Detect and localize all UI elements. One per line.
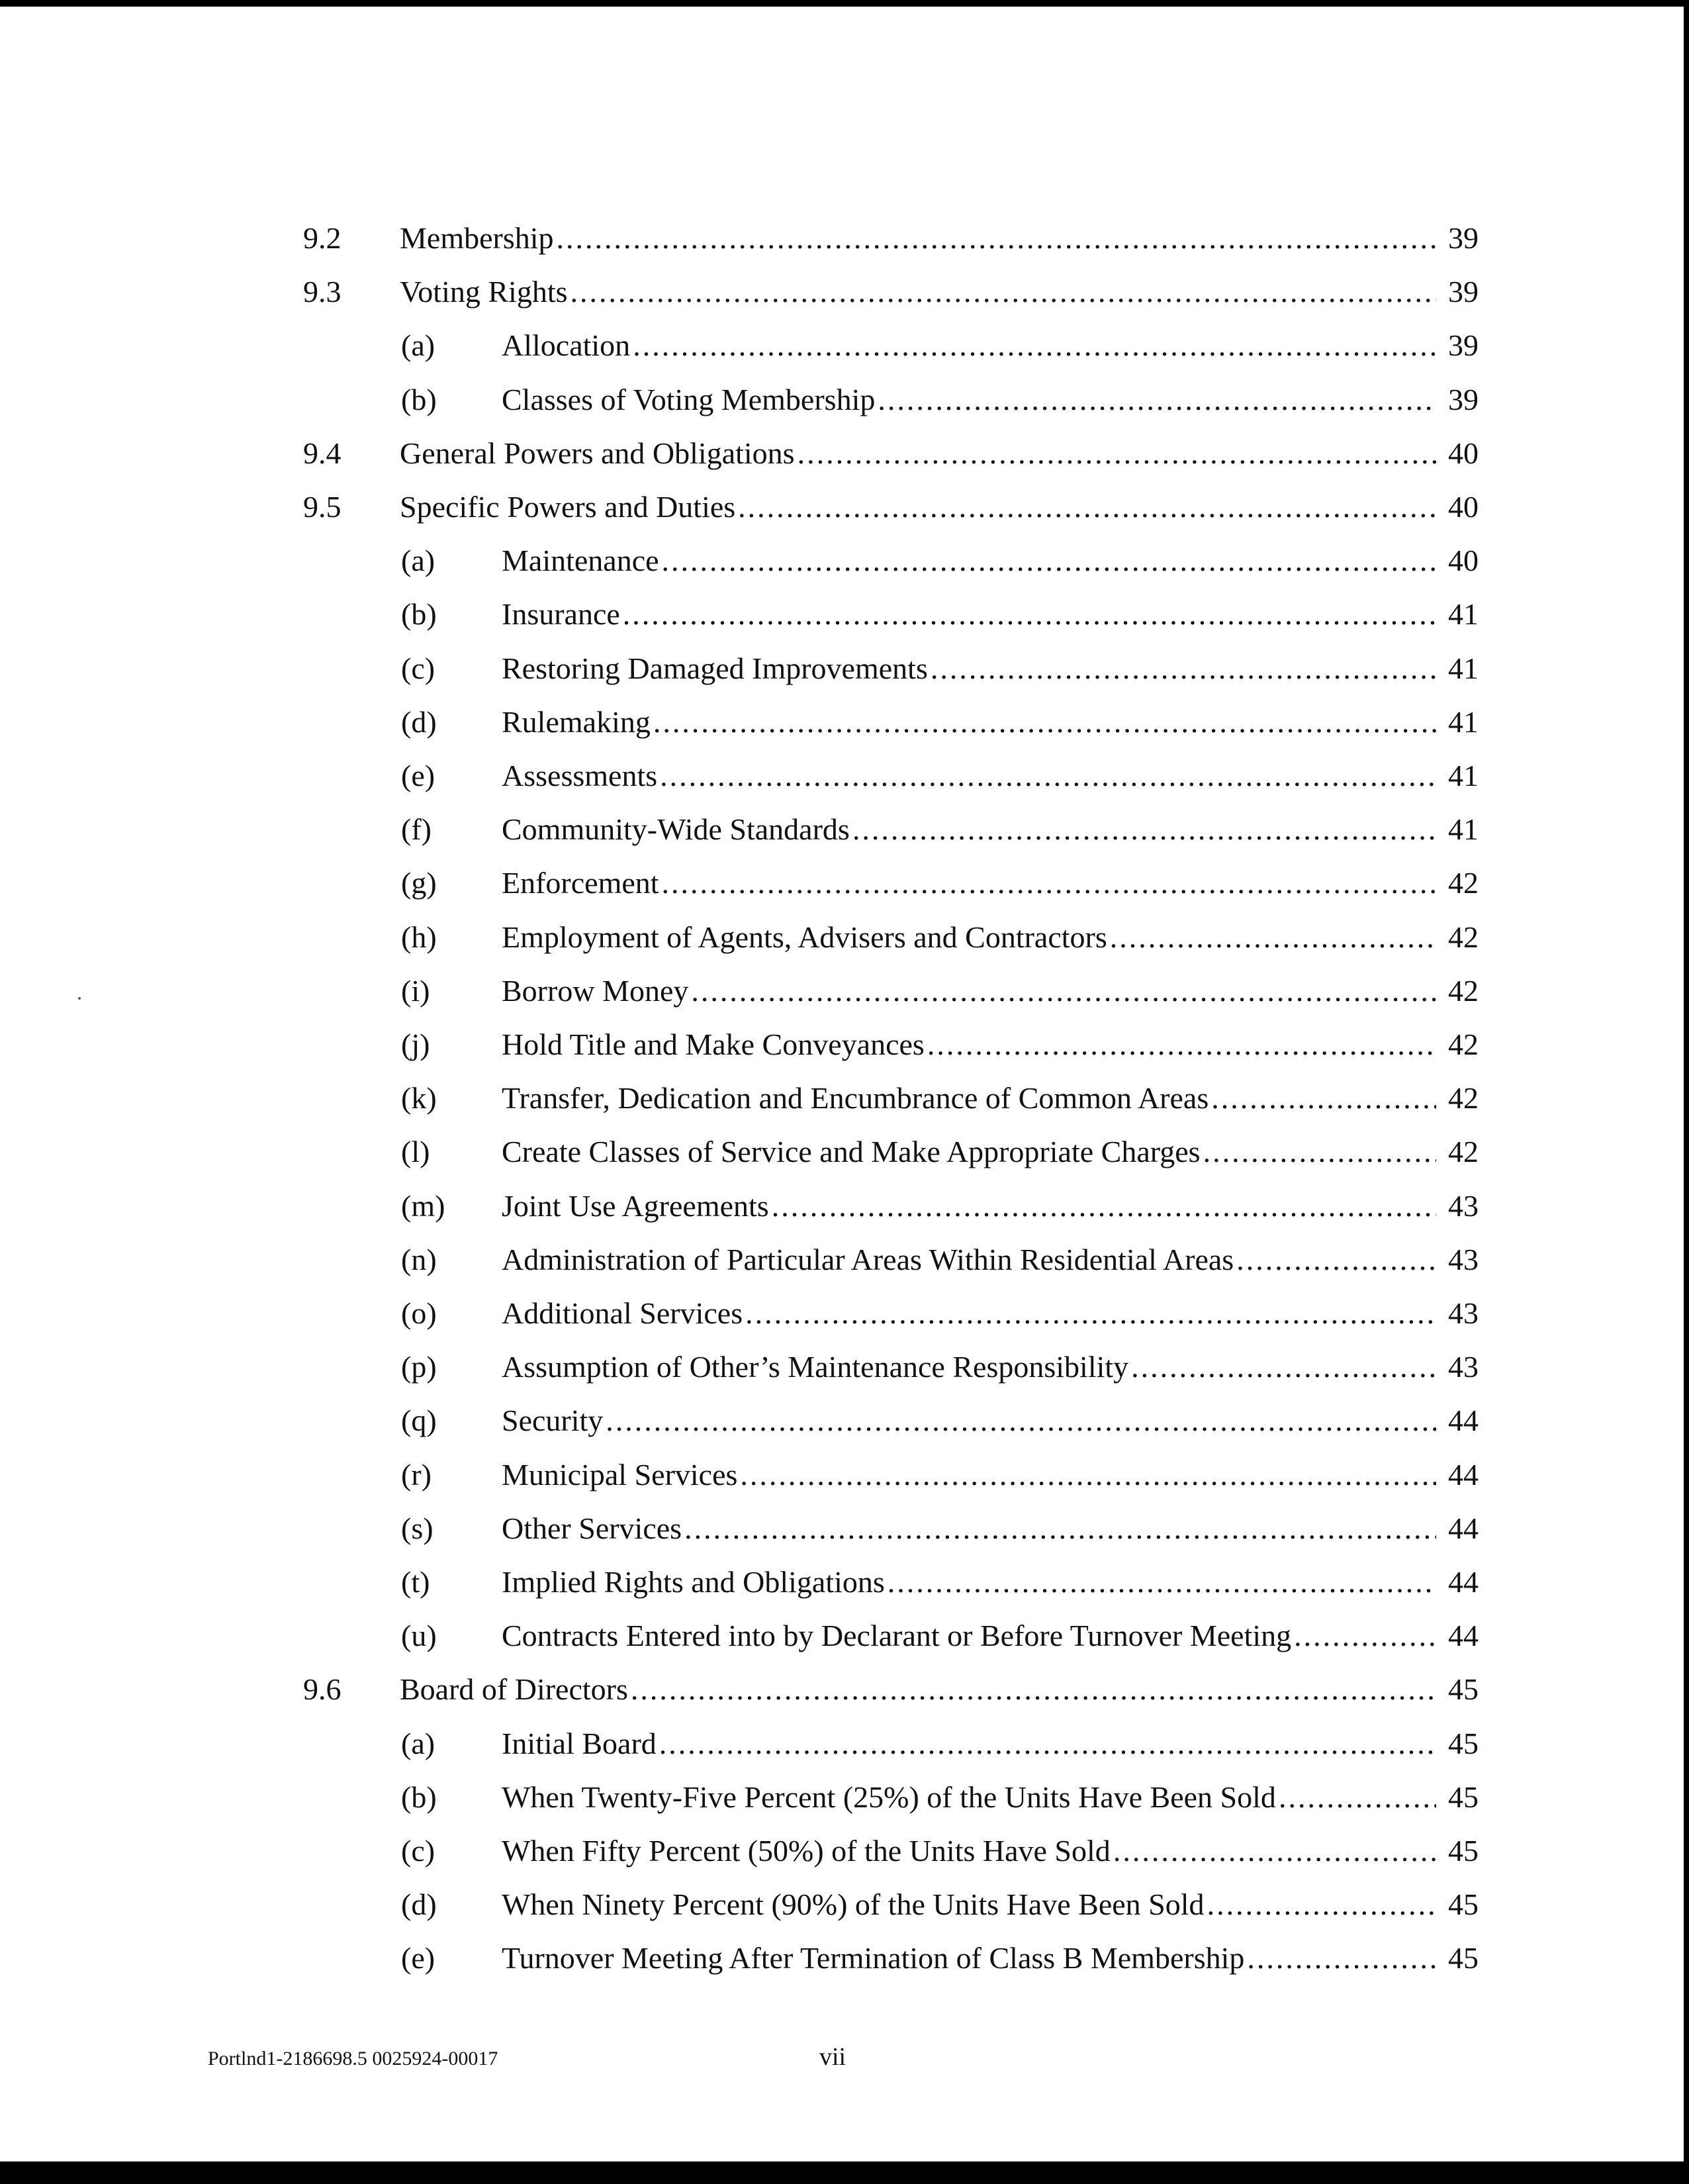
toc-page-number: 44	[1448, 1457, 1479, 1492]
toc-page-number: 45	[1448, 1726, 1479, 1760]
dot-leader	[928, 649, 1436, 688]
toc-subentry	[0, 1294, 1689, 1333]
toc-subentry	[0, 1025, 1689, 1065]
toc-title-with-leader	[400, 487, 1436, 527]
toc-entry-title: Voting Rights	[400, 275, 568, 309]
toc-page-number: 42	[1448, 1081, 1479, 1116]
toc-page-number: 44	[1448, 1511, 1479, 1545]
toc-title-with-leader	[502, 1294, 1436, 1333]
toc-entry-title: Turnover Meeting After Termination of Class B Membership	[502, 1941, 1245, 1975]
toc-subentry	[0, 810, 1689, 849]
toc-subentry	[0, 649, 1689, 688]
toc-page-number: 40	[1448, 490, 1479, 524]
toc-subsection-letter: (n)	[401, 1242, 437, 1276]
toc-subsection-letter: (s)	[401, 1511, 434, 1545]
toc-entry-title: Enforcement	[502, 866, 659, 900]
toc-entry-title: Security	[502, 1403, 604, 1438]
toc-subentry	[0, 1509, 1689, 1548]
toc-page-number: 44	[1448, 1403, 1479, 1438]
toc-entry-title: When Fifty Percent (50%) of the Units Have Sold	[502, 1834, 1111, 1868]
toc-page-number: 43	[1448, 1242, 1479, 1276]
toc-title-with-leader	[502, 1025, 1436, 1065]
dot-leader	[769, 1186, 1436, 1226]
toc-subsection-letter: (i)	[401, 973, 430, 1008]
footer-document-id: Portlnd1-2186698.5 0025924-00017	[208, 2048, 498, 2069]
toc-entry-title: Membership	[400, 221, 554, 255]
toc-section-number: 9.3	[303, 275, 342, 309]
toc-title-with-leader	[502, 1885, 1436, 1924]
toc-section-number: 9.4	[303, 436, 342, 470]
toc-title-with-leader	[502, 971, 1436, 1011]
toc-page-number: 41	[1448, 597, 1479, 632]
dot-leader	[603, 1401, 1436, 1441]
toc-section-entry	[0, 434, 1689, 473]
toc-entry-title: When Twenty-Five Percent (25%) of the Units Have Been Sold	[502, 1780, 1276, 1814]
toc-title-with-leader	[502, 1616, 1436, 1656]
toc-page-number: 41	[1448, 812, 1479, 847]
toc-subentry	[0, 1401, 1689, 1441]
toc-entry-title: Create Classes of Service and Make Appropriate Charges	[502, 1135, 1201, 1169]
toc-entry-title: Borrow Money	[502, 973, 689, 1008]
toc-subentry	[0, 1132, 1689, 1172]
dot-leader	[1201, 1132, 1436, 1172]
toc-subentry	[0, 1616, 1689, 1656]
toc-page-number: 40	[1448, 436, 1479, 470]
toc-page-number: 43	[1448, 1296, 1479, 1330]
dot-leader	[1291, 1616, 1436, 1656]
toc-title-with-leader	[502, 702, 1436, 742]
toc-page-number: 39	[1448, 328, 1479, 363]
toc-entry-title: Administration of Particular Areas Within Residential Areas	[502, 1242, 1234, 1276]
toc-subsection-letter: (m)	[401, 1188, 445, 1223]
toc-subsection-letter: (a)	[401, 328, 435, 363]
toc-section-number: 9.6	[303, 1672, 342, 1707]
toc-subsection-letter: (a)	[401, 1726, 435, 1760]
toc-subentry	[0, 1562, 1689, 1602]
toc-subentry	[0, 1831, 1689, 1871]
dot-leader	[630, 326, 1436, 365]
toc-subentry	[0, 702, 1689, 742]
toc-subsection-letter: (e)	[401, 1941, 435, 1975]
toc-subsection-letter: (g)	[401, 866, 437, 900]
toc-subentry	[0, 541, 1689, 581]
toc-section-entry	[0, 1670, 1689, 1709]
toc-title-with-leader	[502, 1186, 1436, 1226]
toc-page-number: 45	[1448, 1941, 1479, 1975]
toc-entry-title: Community-Wide Standards	[502, 812, 850, 847]
toc-page-number: 42	[1448, 1135, 1479, 1169]
toc-title-with-leader	[502, 1401, 1436, 1441]
dot-leader	[568, 272, 1437, 312]
toc-entry-title: When Ninety Percent (90%) of the Units Have Been Sold	[502, 1887, 1205, 1922]
toc-subsection-letter: (t)	[401, 1565, 430, 1599]
toc-subsection-letter: (b)	[401, 1780, 437, 1814]
toc-entry-title: Other Services	[502, 1511, 682, 1545]
toc-subentry	[0, 863, 1689, 903]
toc-subentry	[0, 326, 1689, 365]
toc-title-with-leader	[400, 434, 1436, 473]
toc-title-with-leader	[502, 649, 1436, 688]
toc-subsection-letter: (l)	[401, 1135, 430, 1169]
toc-subentry	[0, 380, 1689, 420]
toc-subentry	[0, 1778, 1689, 1817]
toc-entry-title: Municipal Services	[502, 1457, 738, 1492]
toc-page-number: 42	[1448, 866, 1479, 900]
toc-title-with-leader	[502, 1831, 1436, 1871]
dot-leader	[659, 863, 1436, 903]
dot-leader	[657, 756, 1436, 796]
dot-leader	[795, 434, 1436, 473]
dot-leader	[1234, 1240, 1436, 1280]
dot-leader	[1205, 1885, 1436, 1924]
toc-subsection-letter: (c)	[401, 1834, 435, 1868]
toc-entry-title: Contracts Entered into by Declarant or Before Turnover Meeting	[502, 1619, 1292, 1653]
toc-entry-title: Hold Title and Make Conveyances	[502, 1027, 925, 1061]
dot-leader	[554, 218, 1436, 258]
toc-title-with-leader	[502, 1132, 1436, 1172]
toc-entry-title: Specific Powers and Duties	[400, 490, 736, 524]
toc-subsection-letter: (r)	[401, 1457, 432, 1492]
toc-entry-title: Initial Board	[502, 1726, 657, 1760]
toc-subsection-letter: (b)	[401, 382, 437, 416]
toc-subentry	[0, 1347, 1689, 1387]
toc-page-number: 45	[1448, 1780, 1479, 1814]
toc-page-number: 42	[1448, 973, 1479, 1008]
toc-title-with-leader	[502, 1509, 1436, 1548]
toc-section-number: 9.2	[303, 221, 342, 255]
toc-title-with-leader	[502, 1724, 1436, 1764]
toc-subsection-letter: (a)	[401, 544, 435, 578]
toc-subsection-letter: (h)	[401, 920, 437, 954]
toc-entry-title: Allocation	[502, 328, 631, 363]
toc-entry-title: Classes of Voting Membership	[502, 382, 876, 416]
toc-page-number: 45	[1448, 1834, 1479, 1868]
toc-entry-title: Joint Use Agreements	[502, 1188, 769, 1223]
toc-subsection-letter: (o)	[401, 1296, 437, 1330]
toc-title-with-leader	[502, 1778, 1436, 1817]
toc-subentry	[0, 971, 1689, 1011]
footer-page-number: vii	[819, 2043, 846, 2071]
toc-subentry	[0, 1078, 1689, 1118]
toc-title-with-leader	[502, 918, 1436, 957]
dot-leader	[657, 1724, 1436, 1764]
toc-title-with-leader	[502, 1562, 1436, 1602]
toc-page-number: 40	[1448, 544, 1479, 578]
toc-page-number: 41	[1448, 651, 1479, 685]
toc-subsection-letter: (k)	[401, 1081, 437, 1116]
toc-title-with-leader	[502, 756, 1436, 796]
toc-subentry	[0, 1455, 1689, 1495]
toc-subsection-letter: (d)	[401, 1887, 437, 1922]
toc-page-number: 42	[1448, 1027, 1479, 1061]
dot-leader	[925, 1025, 1436, 1065]
scan-frame-top	[0, 0, 1689, 7]
dot-leader	[850, 810, 1436, 849]
toc-title-with-leader	[502, 1240, 1436, 1280]
toc-page-number: 43	[1448, 1188, 1479, 1223]
toc-subsection-letter: (d)	[401, 704, 437, 739]
toc-page-number: 45	[1448, 1672, 1479, 1707]
toc-title-with-leader	[502, 1078, 1436, 1118]
toc-entry-title: Additional Services	[502, 1296, 743, 1330]
dot-leader	[659, 541, 1436, 581]
toc-title-with-leader	[502, 863, 1436, 903]
toc-section-number: 9.5	[303, 490, 342, 524]
dot-leader	[1244, 1938, 1436, 1978]
dot-leader	[1276, 1778, 1436, 1817]
dot-leader	[620, 594, 1436, 634]
toc-page-number: 44	[1448, 1619, 1479, 1653]
toc-subsection-letter: (e)	[401, 759, 435, 792]
toc-title-with-leader	[502, 1938, 1436, 1978]
toc-subentry	[0, 1240, 1689, 1280]
toc-title-with-leader	[502, 1347, 1436, 1387]
toc-section-entry	[0, 487, 1689, 527]
toc-entry-title: Employment of Agents, Advisers and Contractors	[502, 920, 1107, 954]
toc-entry-title: Implied Rights and Obligations	[502, 1565, 885, 1599]
scan-frame-bottom	[0, 2161, 1689, 2184]
toc-title-with-leader	[502, 810, 1436, 849]
dot-leader	[1128, 1347, 1436, 1387]
toc-page-number: 43	[1448, 1350, 1479, 1384]
dot-leader	[682, 1509, 1436, 1548]
toc-title-with-leader	[502, 1455, 1436, 1495]
toc-section-entry	[0, 218, 1689, 258]
toc-entry-title: Assumption of Other’s Maintenance Responsibility	[502, 1350, 1129, 1384]
toc-title-with-leader	[502, 380, 1436, 420]
dot-leader	[737, 1455, 1436, 1495]
toc-page-number: 39	[1448, 275, 1479, 309]
toc-title-with-leader	[400, 1670, 1436, 1709]
toc-entry-title: Rulemaking	[502, 704, 651, 739]
toc-entry-title: Insurance	[502, 597, 620, 632]
dot-leader	[1111, 1831, 1436, 1871]
dot-leader	[628, 1670, 1436, 1709]
dot-leader	[735, 487, 1436, 527]
toc-title-with-leader	[400, 218, 1436, 258]
toc-subentry	[0, 1724, 1689, 1764]
toc-title-with-leader	[502, 594, 1436, 634]
toc-page-number: 39	[1448, 221, 1479, 255]
toc-subentry	[0, 594, 1689, 634]
toc-page-number: 39	[1448, 382, 1479, 416]
toc-subsection-letter: (p)	[401, 1350, 437, 1384]
toc-subsection-letter: (c)	[401, 651, 435, 685]
toc-entry-title: Assessments	[502, 759, 658, 792]
toc-subentry	[0, 918, 1689, 957]
toc-title-with-leader	[502, 326, 1436, 365]
toc-entry-title: Maintenance	[502, 544, 659, 578]
toc-subsection-letter: (u)	[401, 1619, 437, 1653]
toc-subsection-letter: (j)	[401, 1027, 430, 1061]
toc-page-number: 41	[1448, 759, 1479, 792]
dot-leader	[688, 971, 1436, 1011]
toc-subentry	[0, 1938, 1689, 1978]
toc-subsection-letter: (f)	[401, 812, 432, 847]
toc-page-number: 44	[1448, 1565, 1479, 1599]
dot-leader	[743, 1294, 1436, 1333]
toc-subsection-letter: (b)	[401, 597, 437, 632]
toc-entry-title: Restoring Damaged Improvements	[502, 651, 928, 685]
toc-subentry	[0, 1186, 1689, 1226]
toc-subentry	[0, 1885, 1689, 1924]
dot-leader	[651, 702, 1436, 742]
toc-page-number: 41	[1448, 704, 1479, 739]
toc-page-number: 42	[1448, 920, 1479, 954]
toc-entry-title: General Powers and Obligations	[400, 436, 795, 470]
toc-subsection-letter: (q)	[401, 1403, 437, 1438]
toc-title-with-leader	[400, 272, 1436, 312]
dot-leader	[1209, 1078, 1436, 1118]
toc-subentry	[0, 756, 1689, 796]
toc-entry-title: Transfer, Dedication and Encumbrance of Common Areas	[502, 1081, 1209, 1116]
toc-title-with-leader	[502, 541, 1436, 581]
toc-page-number: 45	[1448, 1887, 1479, 1922]
dot-leader	[1107, 918, 1436, 957]
dot-leader	[885, 1562, 1436, 1602]
dot-leader	[875, 380, 1436, 420]
toc-section-entry	[0, 272, 1689, 312]
toc-entry-title: Board of Directors	[400, 1672, 628, 1707]
